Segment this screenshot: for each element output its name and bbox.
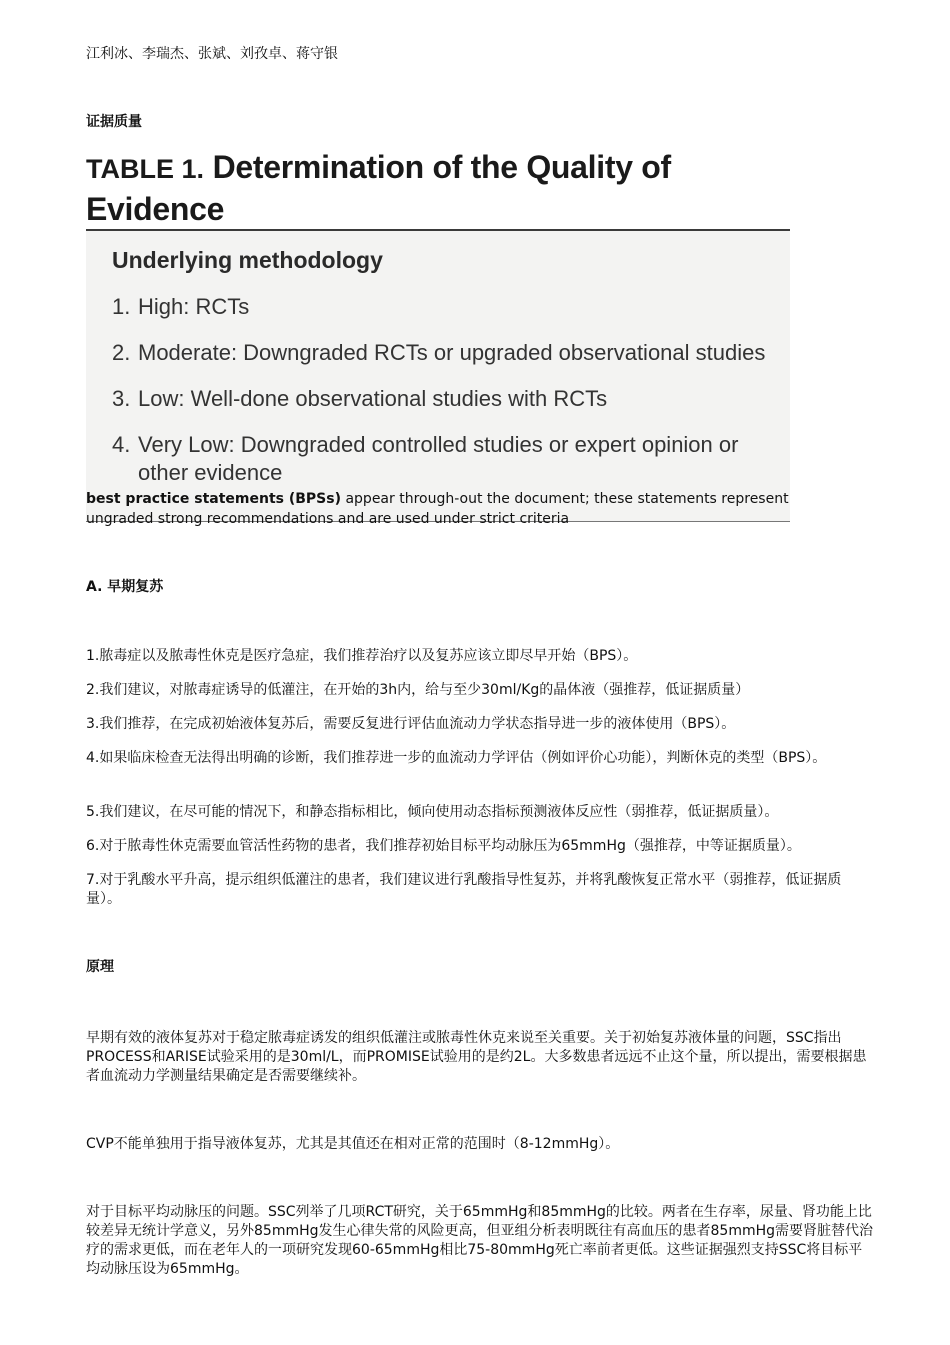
recommendation-5: 5.我们建议，在尽可能的情况下，和静态指标相比，倾向使用动态指标预测液体反应性（弱推荐，低证据质量）。 bbox=[86, 804, 779, 820]
table-label: TABLE 1. bbox=[86, 154, 205, 184]
list-item bbox=[112, 339, 782, 367]
table-title bbox=[86, 147, 786, 229]
table-title-text: Determination of the Quality of Evidence bbox=[86, 149, 671, 227]
rationale-heading: 原理 bbox=[86, 959, 114, 975]
list-item-number: 2. bbox=[112, 340, 131, 365]
methodology-list bbox=[112, 293, 782, 505]
list-item-number: 1. bbox=[112, 294, 131, 319]
list-item bbox=[112, 431, 782, 487]
recommendation-6: 6.对于脓毒性休克需要血管活性药物的患者，我们推荐初始目标平均动脉压为65mmHg（强推荐，中等证据质量）。 bbox=[86, 838, 801, 854]
table-image bbox=[86, 231, 790, 521]
list-item bbox=[112, 293, 782, 321]
list-item-text: Very Low: Downgraded controlled studies or expert opinion or other evidence bbox=[138, 432, 739, 485]
list-item bbox=[112, 385, 782, 413]
list-item-text: Low: Well-done observational studies with RCTs bbox=[138, 386, 608, 411]
table-subheading: Underlying methodology bbox=[112, 247, 383, 273]
recommendation-7: 7.对于乳酸水平升高，提示组织低灌注的患者，我们建议进行乳酸指导性复苏，并将乳酸恢复正常水平（弱推荐，低证据质量）。 bbox=[86, 872, 842, 907]
bps-note bbox=[86, 489, 856, 529]
bps-note-text: appear through-out the document; these statements represent ungraded strong recommendations and are used under strict criteria bbox=[86, 491, 789, 527]
recommendation-4: 4.如果临床检查无法得出明确的诊断，我们推荐进一步的血流动力学评估（例如评价心功能），判断休克的类型（BPS）。 bbox=[86, 750, 827, 766]
section-a-heading: A. 早期复苏 bbox=[86, 579, 164, 595]
bps-note-bold: best practice statements (BPSs) bbox=[86, 491, 342, 507]
recommendation-1: 1.脓毒症以及脓毒性休克是医疗急症，我们推荐治疗以及复苏应该立即尽早开始（BPS）。 bbox=[86, 648, 638, 664]
list-item-number: 3. bbox=[112, 386, 131, 411]
list-item-text: Moderate: Downgraded RCTs or upgraded observational studies bbox=[138, 340, 766, 365]
author-list: 江利冰、李瑞杰、张斌、刘孜卓、蒋守银 bbox=[86, 46, 338, 62]
rationale-paragraph-2: CVP不能单独用于指导液体复苏，尤其是其值还在相对正常的范围时（8-12mmHg）。 bbox=[86, 1136, 620, 1152]
list-item-text: High: RCTs bbox=[138, 294, 250, 319]
evidence-quality-heading: 证据质量 bbox=[86, 114, 142, 130]
recommendation-2: 2.我们建议，对脓毒症诱导的低灌注，在开始的3h内，给与至少30ml/Kg的晶体液（强推荐，低证据质量） bbox=[86, 682, 750, 698]
rationale-paragraph-1: 早期有效的液体复苏对于稳定脓毒症诱发的组织低灌注或脓毒性休克来说至关重要。关于初始复苏液体量的问题，SSC指出PROCESS和ARISE试验采用的是30ml/L，而PROMISE试验用的是约2L。大多数患者远远不止这个量，所以提出，需要根据患者血流动力学测量结果确定是否需要继续补。 bbox=[86, 1030, 867, 1084]
list-item-number: 4. bbox=[112, 432, 131, 457]
rationale-paragraph-3: 对于目标平均动脉压的问题。SSC列举了几项RCT研究，关于65mmHg和85mmHg的比较。两者在生存率，尿量、肾功能上比较差异无统计学意义，另外85mmHg发生心律失常的风险更高，但亚组分析表明既往有高血压的患者85mmHg需要肾脏替代治疗的需求更低，而在老年人的一项研究发现60-65mmHg相比75-80mmHg死亡率前者更低。这些证据强烈支持SSC将目标平均动脉压设为65mmHg。 bbox=[86, 1204, 874, 1277]
recommendation-3: 3.我们推荐，在完成初始液体复苏后，需要反复进行评估血流动力学状态指导进一步的液体使用（BPS）。 bbox=[86, 716, 736, 732]
